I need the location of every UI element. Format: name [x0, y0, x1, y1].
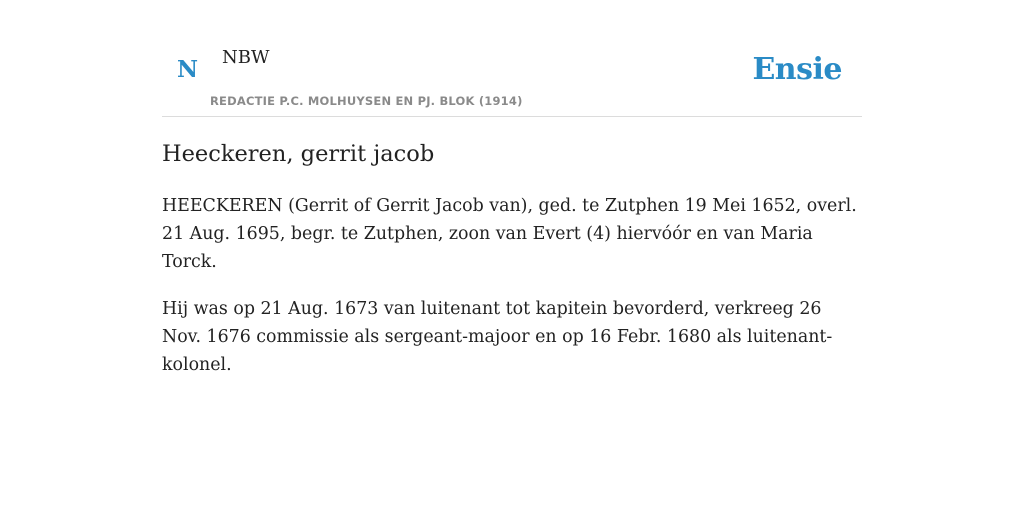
article-paragraph: HEECKEREN (Gerrit of Gerrit Jacob van), ged. te Zutphen 19 Mei 1652, overl. 21 Aug. 1695, begr. te Zutphen, zoon van Evert (4) hiervóór en van Maria Torck. [162, 196, 857, 272]
article-page [162, 0, 862, 512]
editors-subtitle: REDACTIE P.C. MOLHUYSEN EN PJ. BLOK (1914) [210, 94, 523, 108]
nbw-logo[interactable]: N [177, 56, 199, 83]
book-code[interactable]: NBW [222, 47, 270, 68]
article-body [162, 192, 862, 398]
page-title: Heeckeren, gerrit jacob [162, 141, 435, 167]
page-header [162, 0, 862, 117]
article-paragraph: Hij was op 21 Aug. 1673 van luitenant tot kapitein bevorderd, verkreeg 26 Nov. 1676 commissie als sergeant-majoor en op 16 Febr. 1680 als luitenant-kolonel. [162, 299, 833, 375]
ensie-logo[interactable]: Ensie [752, 52, 842, 87]
